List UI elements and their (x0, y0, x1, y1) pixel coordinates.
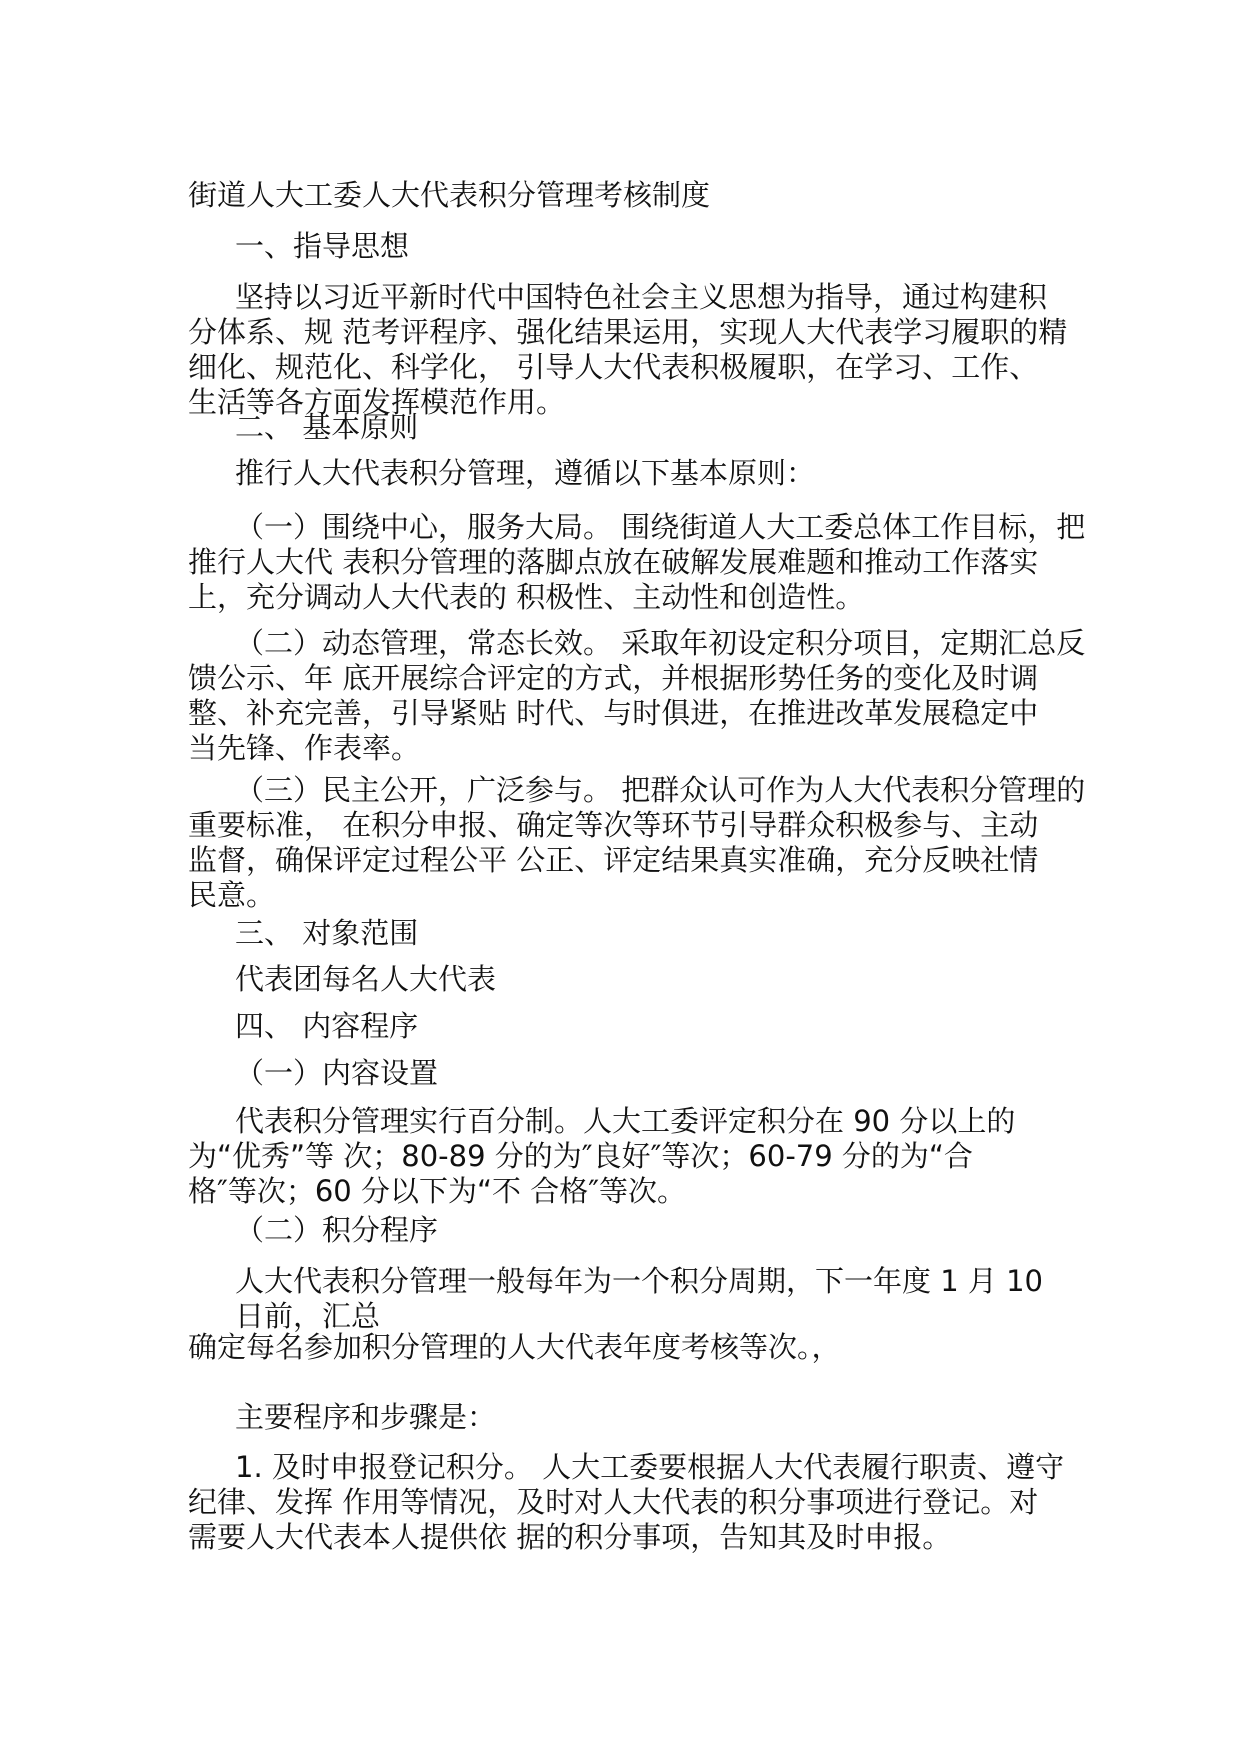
paragraph-line: 代表积分管理实行百分制。人大工委评定积分在 90 分以上的 (235, 1104, 1016, 1138)
heading-content-setting (188, 1056, 1058, 1091)
paragraph-line: 监督，确保评定过程公平 公正、评定结果真实准确，充分反映社情 (188, 843, 1039, 877)
paragraph-line: 当先锋、作表率。 (188, 731, 421, 765)
paragraph-line: 推行人大代 表积分管理的落脚点放在破解发展难题和推动工作落实 (188, 545, 1039, 579)
paragraph-line: （三）民主公开，广泛参与。 把群众认可作为人大代表积分管理的 (235, 773, 1086, 807)
paragraph-line: 生活等各方面发挥模范作用。 (188, 385, 566, 419)
heading-text: 一、指导思想 (235, 229, 410, 263)
document-title: 街道人大工委人大代表积分管理考核制度 (188, 178, 711, 212)
heading-text: （二）积分程序 (235, 1213, 439, 1247)
paragraph-main-steps (188, 1400, 1058, 1435)
heading-content-procedure (188, 1009, 1058, 1044)
paragraph-line: 需要人大代表本人提供依 据的积分事项，告知其及时申报。 (188, 1520, 952, 1554)
heading-text: 二、 基本原则 (235, 410, 419, 444)
paragraph-guiding-thought (188, 280, 1068, 420)
heading-scope (188, 916, 1058, 951)
paragraph-principle-one (188, 510, 1086, 615)
heading-points-procedure (188, 1213, 1058, 1248)
paragraph-line: （二）动态管理，常态长效。 采取年初设定积分项目，定期汇总反 (235, 626, 1086, 660)
paragraph-principle-two (188, 626, 1086, 766)
paragraph-line: 细化、规范化、科学化， 引导人大代表积极履职，在学习、工作、 (188, 350, 1039, 384)
paragraph-step-one (188, 1450, 1065, 1555)
paragraph-scope (188, 962, 1058, 997)
paragraph-content-setting (188, 1104, 1058, 1209)
heading-guiding-thought (188, 229, 1058, 264)
paragraph-line: 纪律、发挥 作用等情况，及时对人大代表的积分事项进行登记。对 (188, 1485, 1039, 1519)
paragraph-line: 上，充分调动人大代表的 积极性、主动性和创造性。 (188, 580, 865, 614)
paragraph-line: 为“优秀”等 次；80-89 分的为″良好″等次；60-79 分的为“合 (188, 1139, 973, 1173)
paragraph-principle-three (188, 773, 1086, 913)
paragraph-line: 推行人大代表积分管理，遵循以下基本原则： (235, 456, 816, 490)
paragraph-line: 1. 及时申报登记积分。 人大工委要根据人大代表履行职责、遵守 (235, 1450, 1065, 1484)
heading-text: 四、 内容程序 (235, 1009, 419, 1043)
paragraph-line: 确定每名参加积分管理的人大代表年度考核等次。， (188, 1330, 841, 1364)
paragraph-line: 格″等次；60 分以下为“不 合格″等次。 (188, 1174, 687, 1208)
paragraph-principles-intro (188, 456, 1058, 491)
paragraph-points-procedure (188, 1264, 1058, 1334)
heading-text: 三、 对象范围 (235, 916, 419, 950)
paragraph-line: 整、补充完善，引导紧贴 时代、与时俱进，在推进改革发展稳定中 (188, 696, 1039, 730)
paragraph-line: 分体系、规 范考评程序、强化结果运用，实现人大代表学习履职的精 (188, 315, 1068, 349)
paragraph-points-result (188, 1330, 1058, 1365)
paragraph-line: 重要标准， 在积分申报、确定等次等环节引导群众积极参与、主动 (188, 808, 1039, 842)
paragraph-line: 坚持以习近平新时代中国特色社会主义思想为指导，通过构建积 (235, 280, 1048, 314)
paragraph-line: 民意。 (188, 878, 276, 912)
paragraph-line: 代表团每名人大代表 (235, 962, 497, 996)
heading-text: （一）内容设置 (235, 1056, 439, 1090)
paragraph-line: 日前，汇总 (235, 1299, 381, 1333)
paragraph-line: 馈公示、年 底开展综合评定的方式，并根据形势任务的变化及时调 (188, 661, 1039, 695)
paragraph-line: 人大代表积分管理一般每年为一个积分周期，下一年度 1 月 10 (235, 1264, 1044, 1298)
heading-basic-principles (188, 410, 1058, 445)
paragraph-line: （一）围绕中心，服务大局。 围绕街道人大工委总体工作目标，把 (235, 510, 1086, 544)
paragraph-line: 主要程序和步骤是： (235, 1400, 497, 1434)
